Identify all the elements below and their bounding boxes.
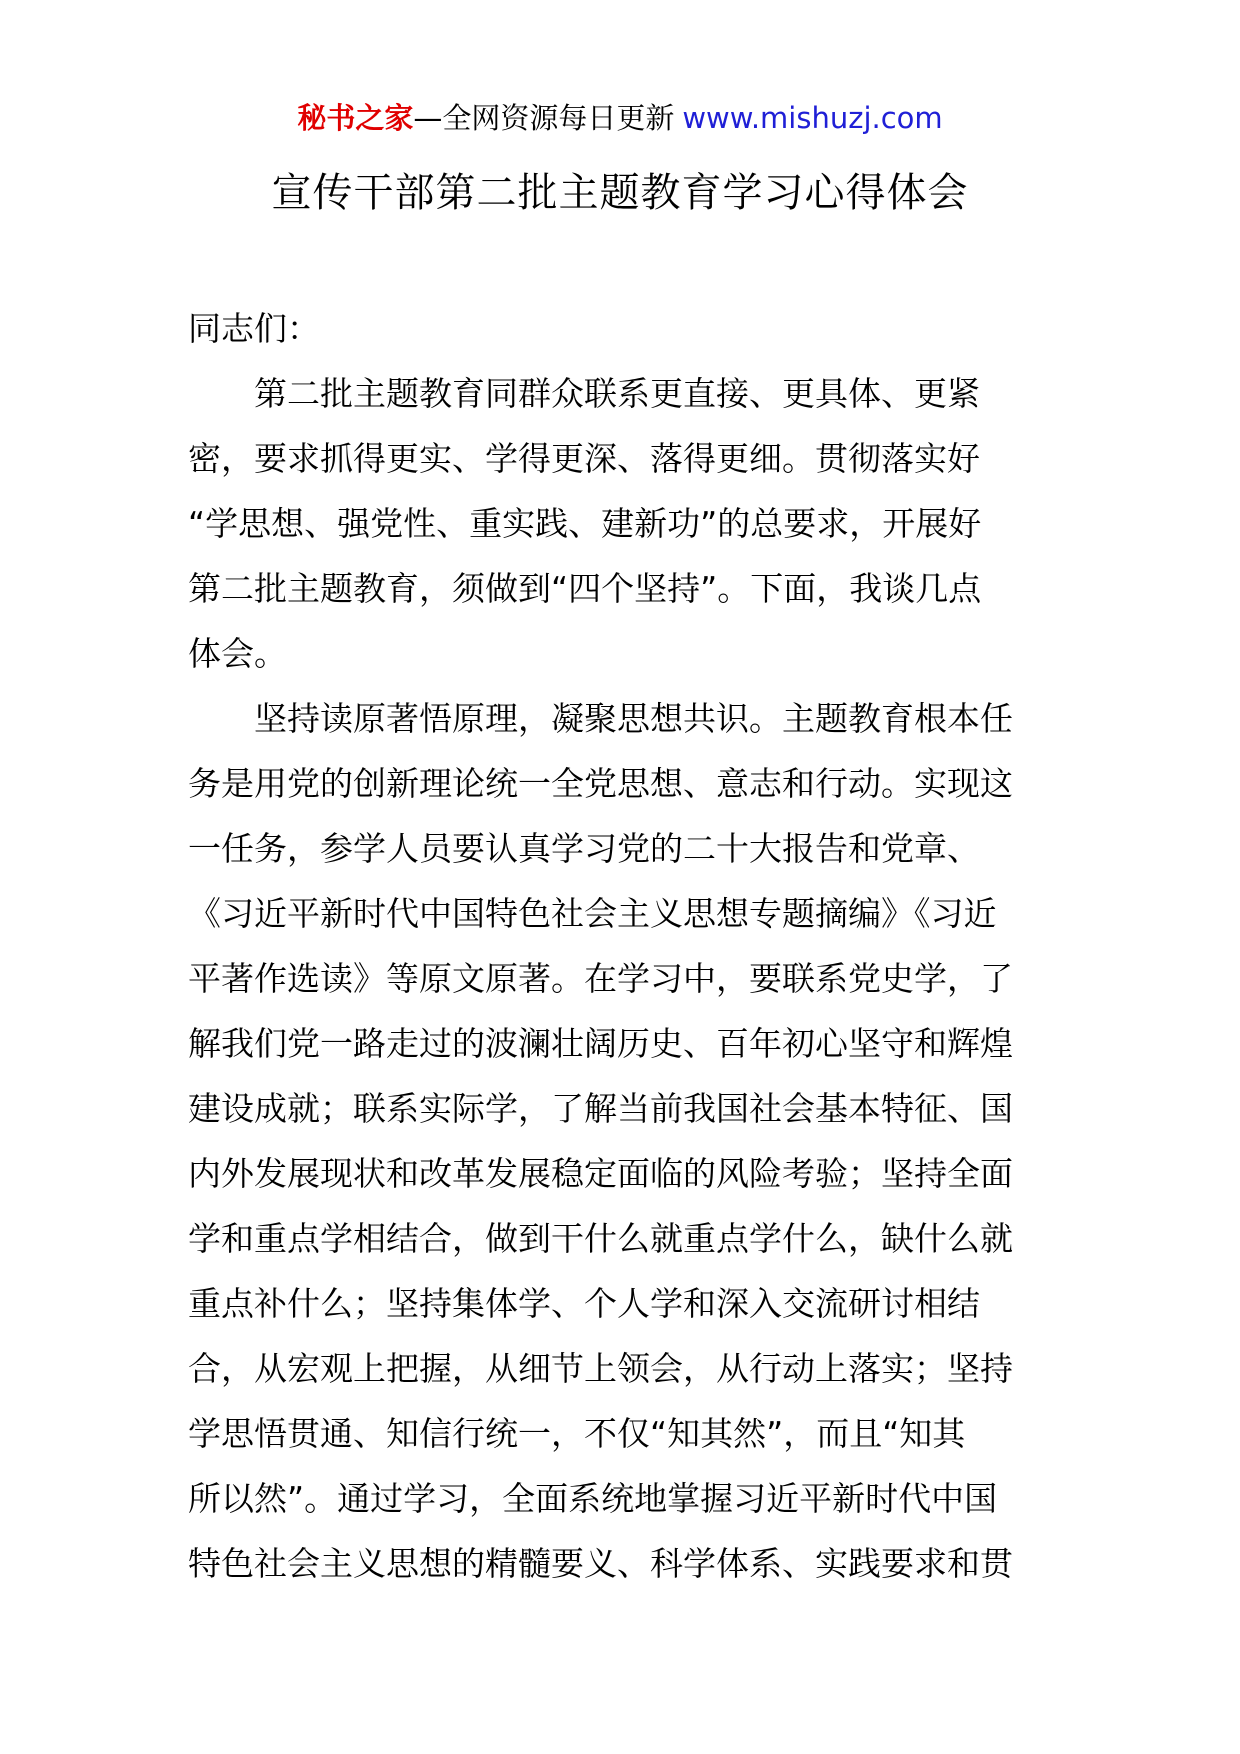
paragraph-line: 合，从宏观上把握，从细节上领会，从行动上落实；坚持 bbox=[188, 1349, 1013, 1388]
paragraph-line: 解我们党一路走过的波澜壮阔历史、百年初心坚守和辉煌 bbox=[188, 1024, 1013, 1063]
document-body bbox=[188, 296, 1068, 1596]
paragraph-line: 《习近平新时代中国特色社会主义思想专题摘编》《习近 bbox=[188, 894, 997, 933]
paragraph-line: 一任务，参学人员要认真学习党的二十大报告和党章、 bbox=[188, 829, 980, 868]
paragraph-line: 坚持读原著悟原理，凝聚思想共识。主题教育根本任 bbox=[254, 699, 1013, 738]
paragraph-line: 体会。 bbox=[188, 634, 287, 673]
paragraph-line: 内外发展现状和改革发展稳定面临的风险考验；坚持全面 bbox=[188, 1154, 1013, 1193]
document-title: 宣传干部第二批主题教育学习心得体会 bbox=[271, 170, 969, 216]
paragraph-line: 重点补什么；坚持集体学、个人学和深入交流研讨相结 bbox=[188, 1284, 980, 1323]
paragraph-line: 所以然”。通过学习，全面系统地掌握习近平新时代中国 bbox=[188, 1479, 998, 1518]
site-url-link[interactable]: www.mishuzj.com bbox=[682, 101, 943, 135]
paragraph-line: 密，要求抓得更实、学得更深、落得更细。贯彻落实好 bbox=[188, 439, 980, 478]
paragraph-line: 学和重点学相结合，做到干什么就重点学什么，缺什么就 bbox=[188, 1219, 1013, 1258]
paragraph-line: 务是用党的创新理论统一全党思想、意志和行动。实现这 bbox=[188, 764, 1013, 803]
paragraph-line: 平著作选读》等原文原著。在学习中，要联系党史学，了 bbox=[188, 959, 1013, 998]
site-banner bbox=[0, 98, 1240, 138]
salutation-line: 同志们： bbox=[188, 309, 320, 348]
site-brand: 秘书之家 bbox=[297, 101, 414, 135]
paragraph-line: 第二批主题教育同群众联系更直接、更具体、更紧 bbox=[254, 374, 980, 413]
paragraph-line: “学思想、强党性、重实践、建新功”的总要求，开展好 bbox=[188, 504, 982, 543]
paragraph-line: 第二批主题教育，须做到“四个坚持”。下面，我谈几点 bbox=[188, 569, 982, 608]
paragraph-line: 建设成就；联系实际学，了解当前我国社会基本特征、国 bbox=[188, 1089, 1013, 1128]
paragraph-line: 学思悟贯通、知信行统一，不仅“知其然”，而且“知其 bbox=[188, 1414, 966, 1453]
site-slogan: —全网资源每日更新 bbox=[413, 101, 675, 135]
paragraph-line: 特色社会主义思想的精髓要义、科学体系、实践要求和贯 bbox=[188, 1544, 1013, 1583]
